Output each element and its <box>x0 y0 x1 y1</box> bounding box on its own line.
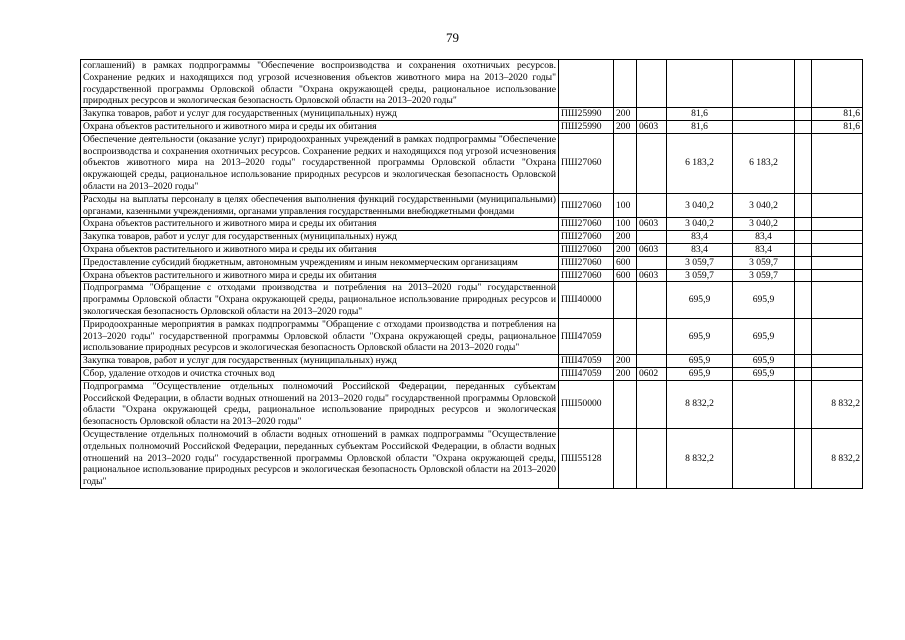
amount-other <box>795 133 812 193</box>
amount-total: 8 832,2 <box>667 380 733 428</box>
amount-regional: 3 059,7 <box>733 256 795 269</box>
expense-group: 200 <box>614 231 637 244</box>
amount-regional <box>733 380 795 428</box>
target-code: ПШ50000 <box>559 380 614 428</box>
row-name: Природоохранные мероприятия в рамках подпрограммы "Обращение с отходами производства и потребления на 2013–2020 годы" государственной программы Орловской области "Охрана окружающей среды, рациональное использование природных ресурсов и экологическая безопасность Орловской области на 2013–2020 годы" <box>81 318 559 354</box>
target-code: ПШ25990 <box>559 120 614 133</box>
amount-federal <box>812 269 863 282</box>
expense-group <box>614 380 637 428</box>
amount-federal <box>812 218 863 231</box>
amount-federal <box>812 282 863 318</box>
amount-total: 83,4 <box>667 231 733 244</box>
amount-total: 3 040,2 <box>667 218 733 231</box>
amount-regional <box>733 60 795 108</box>
expense-group: 600 <box>614 269 637 282</box>
table-row <box>81 193 863 218</box>
row-name: Охрана объектов растительного и животного мира и среды их обитания <box>81 269 559 282</box>
target-code: ПШ25990 <box>559 108 614 121</box>
table-row <box>81 282 863 318</box>
table-row <box>81 355 863 368</box>
table-row <box>81 428 863 488</box>
amount-federal: 8 832,2 <box>812 428 863 488</box>
amount-other <box>795 231 812 244</box>
row-name: Предоставление субсидий бюджетным, автономным учреждениям и иным некоммерческим организациям <box>81 256 559 269</box>
expense-group: 600 <box>614 256 637 269</box>
amount-total: 81,6 <box>667 108 733 121</box>
expense-group: 200 <box>614 243 637 256</box>
amount-total: 695,9 <box>667 318 733 354</box>
target-code: ПШ47059 <box>559 367 614 380</box>
target-code: ПШ47059 <box>559 355 614 368</box>
row-name: соглашений) в рамках подпрограммы "Обеспечение воспроизводства и сохранения охотничьих ресурсов. Сохранение редких и находящихся под угрозой исчезновения объектов животного мира на 2013–2020 годы" государственной программы Орловской области "Охрана окружающей среды, рациональное использование природных ресурсов и экологическая безопасность Орловской области на 2013–2020 годы" <box>81 60 559 108</box>
amount-regional: 695,9 <box>733 367 795 380</box>
amount-regional: 3 040,2 <box>733 193 795 218</box>
section-code <box>637 282 667 318</box>
target-code: ПШ27060 <box>559 231 614 244</box>
table-body <box>81 60 863 489</box>
section-code <box>637 193 667 218</box>
table-row <box>81 269 863 282</box>
target-code: ПШ47059 <box>559 318 614 354</box>
row-name: Охрана объектов растительного и животного мира и среды их обитания <box>81 218 559 231</box>
target-code: ПШ27060 <box>559 256 614 269</box>
budget-table <box>80 59 863 489</box>
section-code <box>637 428 667 488</box>
amount-other <box>795 355 812 368</box>
amount-other <box>795 380 812 428</box>
row-name: Закупка товаров, работ и услуг для государственных (муниципальных) нужд <box>81 108 559 121</box>
expense-group <box>614 60 637 108</box>
row-name: Охрана объектов растительного и животного мира и среды их обитания <box>81 243 559 256</box>
amount-federal <box>812 318 863 354</box>
amount-total: 3 059,7 <box>667 256 733 269</box>
section-code: 0602 <box>637 367 667 380</box>
table-row <box>81 256 863 269</box>
amount-other <box>795 120 812 133</box>
section-code <box>637 231 667 244</box>
amount-other <box>795 193 812 218</box>
amount-total: 3 059,7 <box>667 269 733 282</box>
expense-group <box>614 133 637 193</box>
table-row <box>81 133 863 193</box>
expense-group: 200 <box>614 367 637 380</box>
amount-federal <box>812 60 863 108</box>
amount-other <box>795 282 812 318</box>
amount-regional <box>733 120 795 133</box>
amount-total: 81,6 <box>667 120 733 133</box>
amount-total <box>667 60 733 108</box>
amount-other <box>795 256 812 269</box>
section-code <box>637 60 667 108</box>
table-row <box>81 231 863 244</box>
table-row <box>81 243 863 256</box>
amount-regional <box>733 108 795 121</box>
amount-federal <box>812 231 863 244</box>
amount-other <box>795 218 812 231</box>
table-row <box>81 318 863 354</box>
row-name: Закупка товаров, работ и услуг для государственных (муниципальных) нужд <box>81 355 559 368</box>
amount-other <box>795 108 812 121</box>
amount-federal <box>812 367 863 380</box>
amount-regional <box>733 428 795 488</box>
amount-total: 83,4 <box>667 243 733 256</box>
row-name: Сбор, удаление отходов и очистка сточных вод <box>81 367 559 380</box>
expense-group: 100 <box>614 218 637 231</box>
table-row <box>81 60 863 108</box>
section-code <box>637 380 667 428</box>
table-row <box>81 367 863 380</box>
amount-regional: 695,9 <box>733 355 795 368</box>
amount-federal <box>812 355 863 368</box>
section-code <box>637 355 667 368</box>
expense-group <box>614 282 637 318</box>
row-name: Закупка товаров, работ и услуг для государственных (муниципальных) нужд <box>81 231 559 244</box>
amount-other <box>795 318 812 354</box>
amount-federal <box>812 256 863 269</box>
amount-regional: 6 183,2 <box>733 133 795 193</box>
section-code: 0603 <box>637 243 667 256</box>
amount-total: 695,9 <box>667 282 733 318</box>
amount-total: 3 040,2 <box>667 193 733 218</box>
amount-federal: 8 832,2 <box>812 380 863 428</box>
amount-federal <box>812 133 863 193</box>
amount-other <box>795 428 812 488</box>
amount-total: 695,9 <box>667 355 733 368</box>
section-code <box>637 318 667 354</box>
amount-other <box>795 60 812 108</box>
target-code: ПШ27060 <box>559 133 614 193</box>
amount-federal: 81,6 <box>812 120 863 133</box>
amount-other <box>795 243 812 256</box>
target-code: ПШ27060 <box>559 193 614 218</box>
expense-group: 100 <box>614 193 637 218</box>
amount-other <box>795 367 812 380</box>
amount-total: 6 183,2 <box>667 133 733 193</box>
target-code: ПШ27060 <box>559 218 614 231</box>
table-row <box>81 218 863 231</box>
section-code: 0603 <box>637 269 667 282</box>
amount-regional: 695,9 <box>733 282 795 318</box>
expense-group <box>614 428 637 488</box>
amount-federal <box>812 243 863 256</box>
table-row <box>81 108 863 121</box>
target-code: ПШ27060 <box>559 269 614 282</box>
section-code: 0603 <box>637 218 667 231</box>
expense-group: 200 <box>614 108 637 121</box>
section-code <box>637 108 667 121</box>
row-name: Подпрограмма "Осуществление отдельных полномочий Российской Федерации, переданных субъектам Российской Федерации, в области водных отношений на 2013–2020 годы" государственной программы Орловской области "Охрана окружающей среды, рациональное использование природных ресурсов и экологическая безопасность Орловской области на 2013–2020 годы" <box>81 380 559 428</box>
section-code: 0603 <box>637 120 667 133</box>
target-code <box>559 60 614 108</box>
target-code: ПШ55128 <box>559 428 614 488</box>
row-name: Подпрограмма "Обращение с отходами производства и потребления на 2013–2020 годы" государственной программы Орловской области "Охрана окружающей среды, рациональное использование природных ресурсов и экологическая безопасность Орловской области на 2013–2020 годы" <box>81 282 559 318</box>
amount-total: 8 832,2 <box>667 428 733 488</box>
amount-regional: 83,4 <box>733 231 795 244</box>
page-number: 79 <box>446 30 459 45</box>
table-row <box>81 120 863 133</box>
amount-regional: 695,9 <box>733 318 795 354</box>
row-name: Осуществление отдельных полномочий в области водных отношений в рамках подпрограммы "Осуществление отдельных полномочий Российской Федерации, переданных субъектам Российской Федерации, в области водных отношений на 2013–2020 годы" государственной программы Орловской области "Охрана окружающей среды, рациональное использование природных ресурсов и экологическая безопасность Орловской области на 2013–2020 годы" <box>81 428 559 488</box>
row-name: Охрана объектов растительного и животного мира и среды их обитания <box>81 120 559 133</box>
section-code <box>637 256 667 269</box>
amount-federal <box>812 193 863 218</box>
amount-regional: 3 040,2 <box>733 218 795 231</box>
section-code <box>637 133 667 193</box>
amount-total: 695,9 <box>667 367 733 380</box>
table-row <box>81 380 863 428</box>
expense-group <box>614 318 637 354</box>
amount-regional: 83,4 <box>733 243 795 256</box>
expense-group: 200 <box>614 120 637 133</box>
row-name: Расходы на выплаты персоналу в целях обеспечения выполнения функций государственными (муниципальными) органами, казенными учреждениями, органами управления государственными внебюджетными фондами <box>81 193 559 218</box>
amount-regional: 3 059,7 <box>733 269 795 282</box>
amount-federal: 81,6 <box>812 108 863 121</box>
target-code: ПШ27060 <box>559 243 614 256</box>
amount-other <box>795 269 812 282</box>
target-code: ПШ40000 <box>559 282 614 318</box>
expense-group: 200 <box>614 355 637 368</box>
row-name: Обеспечение деятельности (оказание услуг) природоохранных учреждений в рамках подпрограммы "Обеспечение воспроизводства и сохранения охотничьих ресурсов. Сохранение редких и находящихся под угрозой исчезновения объектов животного мира на 2013–2020 годы" государственной программы Орловской области "Охрана окружающей среды, рациональное использование природных ресурсов и экологическая безопасность Орловской области на 2013–2020 годы" <box>81 133 559 193</box>
